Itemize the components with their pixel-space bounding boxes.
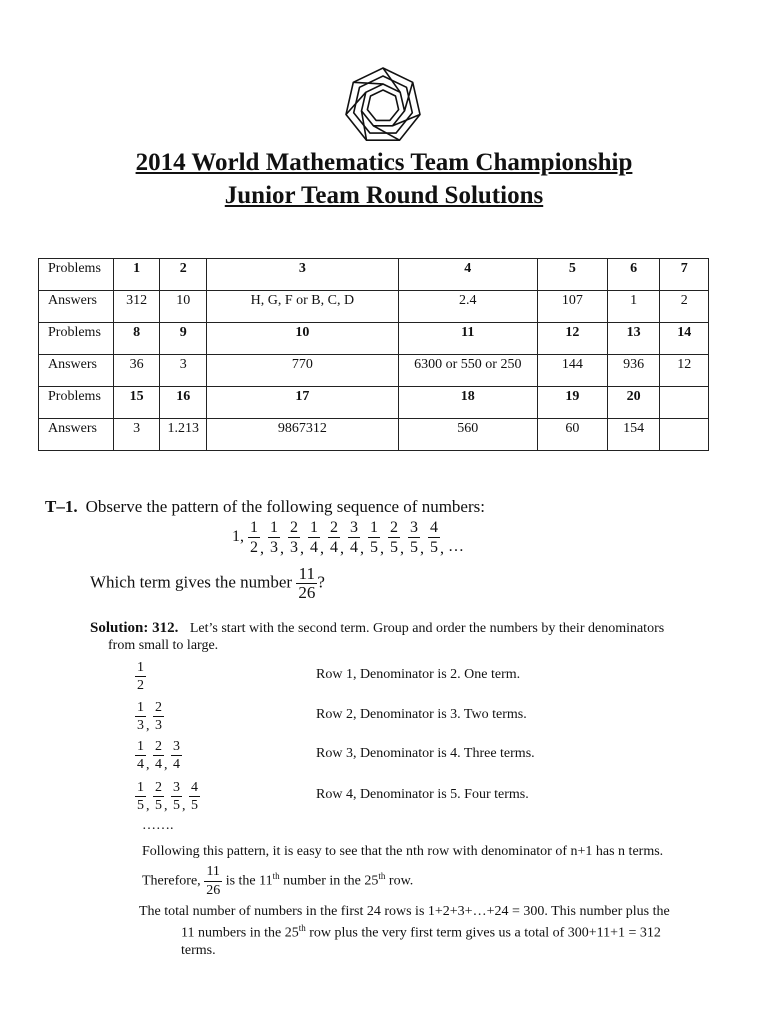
table-cell: 1.213 — [160, 419, 207, 451]
sequence-fraction: $\frac{3}{4}$ — [350, 519, 358, 556]
table-cell: 9 — [160, 323, 207, 355]
table-cell: 18 — [398, 387, 537, 419]
answer-table — [38, 258, 709, 451]
problem-label: T–1. — [45, 497, 78, 516]
solution-row-fractions — [135, 659, 146, 694]
table-cell: 12 — [660, 355, 709, 387]
table-cell: 560 — [398, 419, 537, 451]
ellipsis: ……. — [142, 818, 174, 833]
table-cell: 12 — [537, 323, 607, 355]
sequence-fraction: $\frac{1}{2}$ — [250, 519, 258, 556]
sequence-fraction: $\frac{1}{5}$ — [370, 519, 378, 556]
table-cell: 20 — [607, 387, 660, 419]
table-cell: Answers — [39, 355, 114, 387]
table-cell: Problems — [39, 387, 114, 419]
table-cell — [660, 387, 709, 419]
sequence-fraction: $\frac{2}{4}$ — [330, 519, 338, 556]
row-fraction: $\frac{3}{5}$ — [173, 780, 180, 813]
table-cell: 36 — [113, 355, 160, 387]
table-cell: Answers — [39, 291, 114, 323]
table-cell: 19 — [537, 387, 607, 419]
question-prefix: Which term gives the number — [90, 572, 293, 592]
solution-row-fractions: $\frac{1}{4}$ , $\frac{2}{4}$ , $\frac{3}{4}$ — [137, 739, 180, 773]
problems-row — [39, 387, 709, 419]
table-cell: 312 — [113, 291, 160, 323]
question-fraction: $\frac{11}{26}$ — [298, 564, 316, 602]
row-fraction: $\frac{3}{4}$ — [173, 739, 180, 772]
sequence-fraction: $\frac{2}{5}$ — [390, 519, 398, 556]
title-line-2: Junior Team Round Solutions — [224, 182, 544, 209]
table-cell: 16 — [160, 387, 207, 419]
number-sequence: 1, $\frac{1}{2}$ , $\frac{1}{3}$ , $\frac{2}{3}$ , $\frac{1}{4}$ , $\frac{2}{4}$ , $\frac{3}{4}$ , $\frac{1}{5}$ , $\frac{2}{5}$ , $\frac{3}{5}$ , $\frac{4}{5}$ , … — [232, 519, 464, 558]
table-cell: 3 — [160, 355, 207, 387]
sequence-fraction: $\frac{4}{5}$ — [430, 519, 438, 556]
table-cell: 13 — [607, 323, 660, 355]
solution-label: Solution: 312. — [90, 620, 179, 636]
table-cell: 154 — [607, 419, 660, 451]
problem-statement — [45, 497, 485, 517]
table-cell: Problems — [39, 259, 114, 291]
table-cell: 1 — [113, 259, 160, 291]
sequence-fraction: $\frac{3}{5}$ — [410, 519, 418, 556]
problem-question — [90, 565, 325, 602]
table-cell: 9867312 — [207, 419, 399, 451]
sequence-fraction: $\frac{2}{3}$ — [290, 519, 298, 556]
table-cell: 2 — [660, 291, 709, 323]
row-fraction: $\frac{2}{5}$ — [155, 780, 162, 813]
question-suffix: ? — [317, 572, 325, 592]
table-cell — [660, 419, 709, 451]
answers-row — [39, 419, 709, 451]
table-cell: 770 — [207, 355, 399, 387]
solution-row-text: Row 4, Denominator is 5. Four terms. — [316, 787, 529, 802]
row-fraction: $\frac{2}{4}$ — [155, 739, 162, 772]
table-cell: 10 — [160, 291, 207, 323]
table-cell: 15 — [113, 387, 160, 419]
problems-row — [39, 323, 709, 355]
heptagon-ring-logo — [343, 66, 423, 146]
pattern-paragraph: Following this pattern, it is easy to see that the nth row with denominator of n+1 has n terms. — [142, 844, 664, 859]
solution-row-text: Row 3, Denominator is 4. Three terms. — [316, 746, 535, 761]
row-fraction: $\frac{1}{2}$ — [137, 660, 144, 693]
table-cell: 11 — [398, 323, 537, 355]
table-cell: 14 — [660, 323, 709, 355]
table-cell: 1 — [607, 291, 660, 323]
table-cell: 144 — [537, 355, 607, 387]
table-cell: 2 — [160, 259, 207, 291]
table-cell: 107 — [537, 291, 607, 323]
solution-row-fractions: $\frac{1}{3}$ , $\frac{2}{3}$ — [137, 700, 162, 734]
table-cell: 10 — [207, 323, 399, 355]
table-cell: 17 — [207, 387, 399, 419]
problems-row — [39, 259, 709, 291]
table-cell: 6 — [607, 259, 660, 291]
therefore-paragraph: Therefore, $\frac{11}{26}$ is the 11th number in the 25th row. — [142, 864, 414, 898]
table-cell: 60 — [537, 419, 607, 451]
row-fraction: $\frac{4}{5}$ — [191, 780, 198, 813]
table-cell: 5 — [537, 259, 607, 291]
solution-row-text: Row 2, Denominator is 3. Two terms. — [316, 707, 527, 722]
table-cell: Answers — [39, 419, 114, 451]
title-line-1: 2014 World Mathematics Team Championship — [135, 149, 633, 176]
table-cell: Problems — [39, 323, 114, 355]
problem-text: Observe the pattern of the following sequence of numbers: — [85, 497, 485, 516]
sequence-fraction: $\frac{1}{4}$ — [310, 519, 318, 556]
table-cell: 3 — [113, 419, 160, 451]
row-fraction: $\frac{2}{3}$ — [155, 700, 162, 733]
sequence-ellipsis: … — [448, 538, 464, 556]
table-cell: 3 — [207, 259, 399, 291]
answers-row — [39, 355, 709, 387]
table-cell: 8 — [113, 323, 160, 355]
table-cell: 6300 or 550 or 250 — [398, 355, 537, 387]
table-cell: 936 — [607, 355, 660, 387]
table-cell: H, G, F or B, C, D — [207, 291, 399, 323]
table-cell: 7 — [660, 259, 709, 291]
table-cell: 4 — [398, 259, 537, 291]
table-cell: 2.4 — [398, 291, 537, 323]
solution-intro: Solution: 312. Let’s start with the second term. Group and order the numbers by their denominators from small to large. — [90, 620, 665, 653]
row-fraction: $\frac{1}{5}$ — [137, 780, 144, 813]
answers-row — [39, 291, 709, 323]
sequence-fraction: $\frac{1}{3}$ — [270, 519, 278, 556]
total-paragraph: The total number of numbers in the first 24 rows is 1+2+3+…+24 = 300. This number plus the 11 numbers in the 25th row plus the very first term gives us a total of 300+11+1 = 312 terms. — [139, 904, 670, 958]
solution-row-text: Row 1, Denominator is 2. One term. — [316, 667, 521, 682]
sequence-first-term: 1, — [232, 528, 244, 546]
row-fraction: $\frac{1}{4}$ — [137, 739, 144, 772]
row-fraction: $\frac{1}{3}$ — [137, 700, 144, 733]
solution-row-fractions: $\frac{1}{5}$ , $\frac{2}{5}$ , $\frac{3}{5}$ , $\frac{4}{5}$ — [137, 780, 198, 814]
